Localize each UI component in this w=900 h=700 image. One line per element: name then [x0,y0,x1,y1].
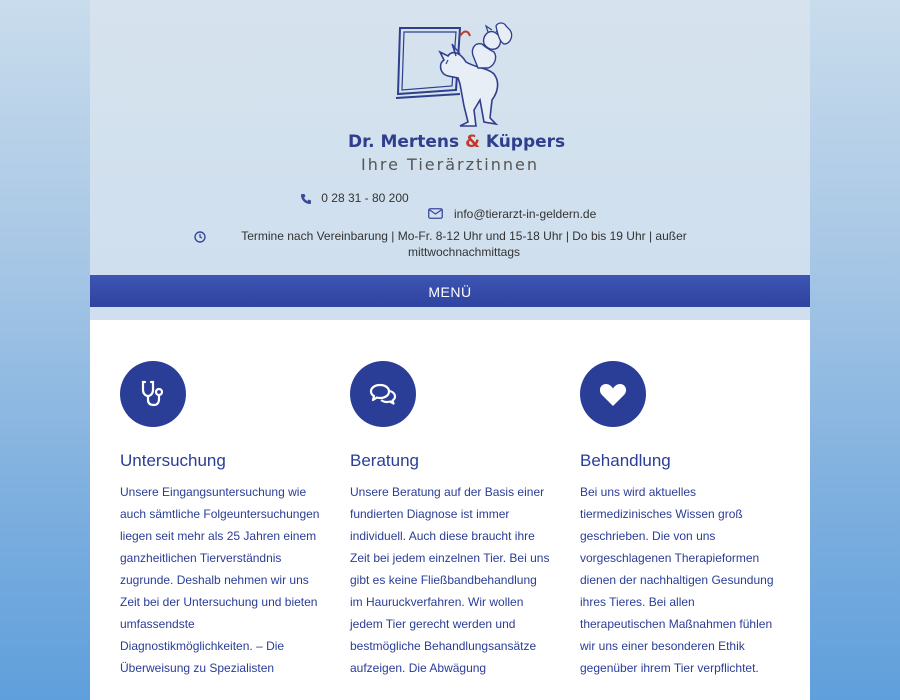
email-address[interactable]: info@tierarzt-in-geldern.de [454,207,597,221]
opening-hours-text: Termine nach Vereinbarung | Mo-Fr. 8-12 Uhr und 15-18 Uhr | Do bis 19 Uhr | außer mittwochnachmittags [241,229,687,259]
brand-name-part1: Dr. Mertens [348,132,460,152]
brand-name-part2: Küppers [485,132,566,152]
phone-number[interactable]: 0 28 31 - 80 200 [321,191,409,205]
brand-name [348,132,566,152]
heart-icon [599,382,627,407]
feature-text: Unsere Beratung auf der Basis einer fundierten Diagnose ist immer individuell. Auch diese braucht ihre Zeit bei jedem einzelnen Tier. Bei uns gibt es keine Fließbandbehandlung im Hauruckverfahren. Wir wollen jedem Tier gerecht werden und bestmögliche Behandlungsansätze aufzeigen. Die Abwägung [350,485,550,675]
feature-untersuchung [120,361,320,675]
feature-icon-circle [350,361,416,427]
menu-toggle-button[interactable]: MENÜ [90,275,810,307]
brand-ampersand: & [465,132,480,152]
phone-icon [300,193,312,208]
feature-behandlung [580,361,780,675]
feature-text: Unsere Eingangsuntersuchung wie auch sämtliche Folgeuntersuchungen liegen seit mehr als 25 Jahren einem ganzheitlichen Tierverständnis zugrunde. Deshalb nehmen wir uns Zeit bei der Untersuchung und bieten umfassendste Diagnostikmöglichkeiten. – Die Überweisung zu Spezialisten [120,485,320,675]
speech-bubbles-icon [369,382,397,406]
stethoscope-icon [140,380,166,408]
logo[interactable] [348,22,566,178]
feature-text: Bei uns wird aktuelles tiermedizinisches Wissen groß geschrieben. Die von uns vorgeschlagenen Therapieformen dienen der nachhaltigen Gesundung ihres Tieres. Bei allen therapeutischen Maßnahmen fühlen wir uns einer besonderen Ethik gegenüber ihrem Tier verpflichtet. [580,485,774,675]
feature-icon-circle [120,361,186,427]
envelope-icon [428,208,443,222]
feature-beratung [350,361,550,675]
header [90,0,810,275]
clock-icon [194,231,206,246]
feature-icon-circle [580,361,646,427]
feature-title: Behandlung [580,451,671,470]
feature-title: Untersuchung [120,451,226,470]
page-container [90,0,810,700]
feature-title: Beratung [350,451,419,470]
brand-tagline: Ihre Tierärztinnen [361,155,539,174]
logo-illustration [348,22,552,130]
menu-spacer [90,307,810,320]
